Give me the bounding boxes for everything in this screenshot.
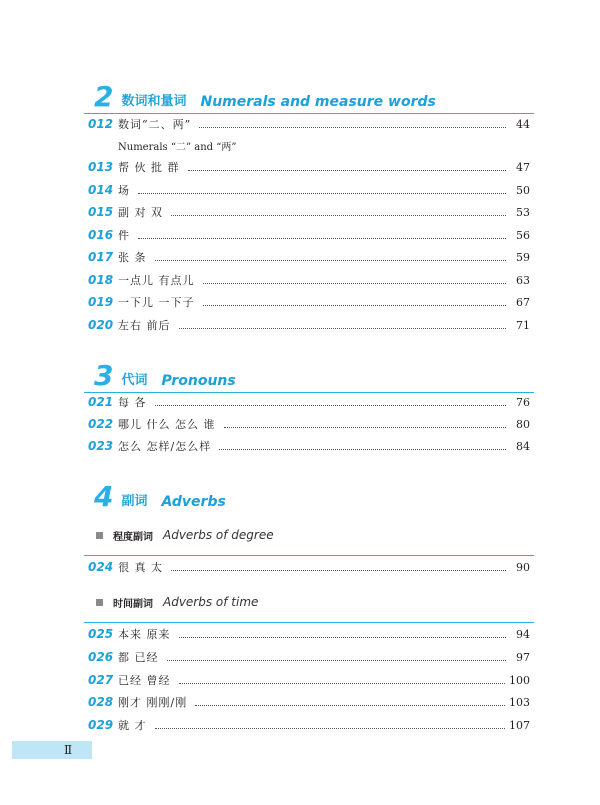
chapter-title-en: Numerals and measure words	[200, 94, 436, 110]
dot-leader	[203, 305, 507, 306]
entry-number: 018	[88, 273, 114, 287]
chapter-number: 4	[94, 480, 114, 513]
square-bullet-icon	[96, 599, 103, 606]
dot-leader	[199, 127, 506, 128]
toc-entry[interactable]	[88, 293, 530, 311]
entry-page: 63	[516, 273, 530, 287]
entry-number: 017	[88, 250, 114, 264]
section-divider	[84, 555, 534, 556]
entry-title: 张 条	[118, 251, 147, 264]
entry-page: 76	[516, 395, 530, 409]
toc-entry[interactable]	[88, 671, 530, 689]
entry-title: 一点儿 有点儿	[118, 274, 195, 287]
entry-number: 027	[88, 673, 114, 687]
dot-leader	[203, 283, 507, 284]
section-divider	[84, 622, 534, 623]
dot-leader	[138, 238, 506, 239]
entry-number: 012	[88, 117, 114, 131]
entry-title: 副 对 双	[118, 206, 163, 219]
section-heading-time	[96, 594, 258, 610]
entry-title: 一下儿 一下子	[118, 296, 195, 309]
chapter-title-cn: 数词和量词	[121, 94, 187, 109]
entry-page: 100	[509, 673, 530, 687]
section-heading-degree	[96, 527, 274, 543]
toc-entry[interactable]	[88, 693, 530, 711]
square-bullet-icon	[96, 532, 103, 539]
chapter-title-cn: 代词	[121, 373, 148, 388]
entry-number: 022	[88, 417, 114, 431]
dot-leader	[167, 660, 507, 661]
section-title-en: Adverbs of degree	[163, 528, 274, 542]
entry-page: 47	[516, 160, 530, 174]
toc-entry[interactable]	[88, 115, 530, 133]
toc-entry[interactable]	[88, 648, 530, 666]
toc-entry[interactable]	[88, 558, 530, 576]
chapter-number: 3	[94, 359, 114, 392]
entry-page: 84	[516, 439, 530, 453]
entry-subtitle: Numerals “二” and “两”	[118, 142, 237, 153]
entry-title: 很 真 太	[118, 561, 163, 574]
dot-leader	[179, 328, 507, 329]
entry-number: 025	[88, 627, 114, 641]
entry-number: 019	[88, 295, 114, 309]
entry-title: 场	[118, 184, 130, 197]
entry-number: 015	[88, 205, 114, 219]
section-title-en: Adverbs of time	[163, 595, 259, 609]
toc-entry[interactable]	[88, 181, 530, 199]
section-title-cn: 程度副词	[113, 531, 153, 543]
entry-title: 左右 前后	[118, 319, 171, 332]
dot-leader	[219, 449, 506, 450]
entry-page: 53	[516, 205, 530, 219]
entry-title: 刚才 刚刚/刚	[118, 696, 188, 709]
dot-leader	[171, 215, 506, 216]
toc-entry[interactable]	[88, 625, 530, 643]
entry-page: 107	[509, 718, 530, 732]
entry-title: 就 才	[118, 719, 147, 732]
entry-number: 024	[88, 560, 114, 574]
section-title-cn: 时间副词	[113, 598, 153, 610]
toc-entry[interactable]	[88, 271, 530, 289]
entry-number: 023	[88, 439, 114, 453]
entry-page: 103	[509, 695, 530, 709]
entry-page: 44	[516, 117, 530, 131]
dot-leader	[155, 260, 507, 261]
toc-entry[interactable]	[88, 437, 530, 455]
dot-leader	[188, 170, 507, 171]
toc-entry[interactable]	[88, 716, 530, 734]
chapter-divider	[84, 113, 534, 114]
entry-title: 数词“二、两”	[118, 118, 192, 131]
entry-page: 97	[516, 650, 530, 664]
entry-number: 014	[88, 183, 114, 197]
page-number: Ⅱ	[64, 743, 73, 757]
entry-title: 帮 伙 批 群	[118, 161, 180, 174]
entry-page: 50	[516, 183, 530, 197]
entry-page: 94	[516, 627, 530, 641]
entry-title: 哪儿 什么 怎么 谁	[118, 418, 216, 431]
toc-entry[interactable]	[88, 226, 530, 244]
entry-page: 90	[516, 560, 530, 574]
entry-page: 56	[516, 228, 530, 242]
entry-title: 怎么 怎样/怎么样	[118, 440, 212, 453]
entry-title: 件	[118, 229, 130, 242]
entry-page: 59	[516, 250, 530, 264]
dot-leader	[195, 705, 505, 706]
entry-title: 都 已经	[118, 651, 159, 664]
entry-page: 67	[516, 295, 530, 309]
entry-number: 020	[88, 318, 114, 332]
toc-entry[interactable]	[88, 393, 530, 411]
dot-leader	[138, 193, 506, 194]
dot-leader	[179, 683, 506, 684]
entry-number: 013	[88, 160, 114, 174]
toc-entry[interactable]	[88, 248, 530, 266]
chapter-2-heading	[94, 82, 534, 112]
dot-leader	[171, 570, 506, 571]
dot-leader	[179, 637, 507, 638]
chapter-3-heading	[94, 361, 534, 391]
chapter-number: 2	[94, 80, 114, 113]
entry-title: 每 各	[118, 396, 147, 409]
toc-entry[interactable]	[88, 316, 530, 334]
entry-number: 028	[88, 695, 114, 709]
chapter-title-cn: 副词	[121, 494, 148, 509]
entry-page: 80	[516, 417, 530, 431]
toc-entry[interactable]	[88, 415, 530, 433]
toc-entry[interactable]	[88, 203, 530, 221]
page-number-tab	[12, 741, 92, 759]
entry-title: 已经 曾经	[118, 674, 171, 687]
chapter-title-en: Pronouns	[161, 373, 236, 389]
entry-number: 029	[88, 718, 114, 732]
entry-number: 021	[88, 395, 114, 409]
dot-leader	[224, 427, 507, 428]
entry-number: 026	[88, 650, 114, 664]
chapter-4-heading	[94, 482, 534, 512]
dot-leader	[155, 728, 506, 729]
entry-number: 016	[88, 228, 114, 242]
entry-page: 71	[516, 318, 530, 332]
chapter-title-en: Adverbs	[161, 494, 226, 510]
entry-title: 本来 原来	[118, 628, 171, 641]
toc-entry[interactable]	[88, 158, 530, 176]
dot-leader	[155, 405, 507, 406]
